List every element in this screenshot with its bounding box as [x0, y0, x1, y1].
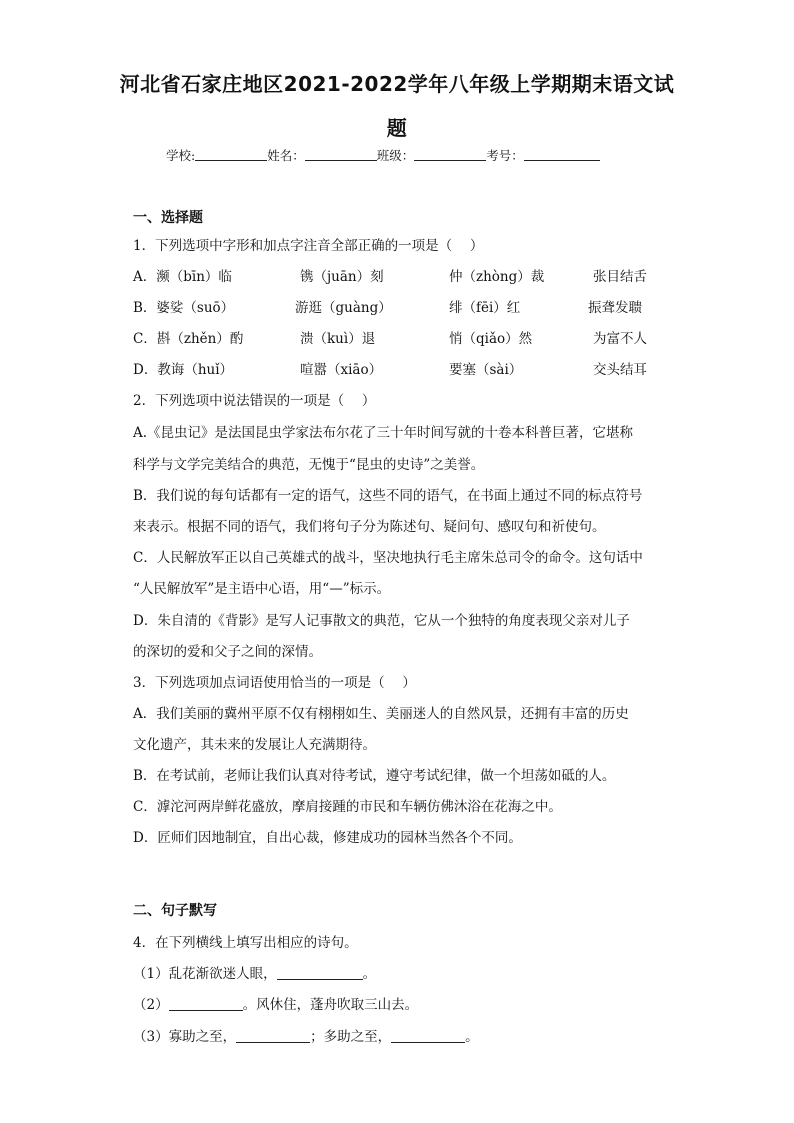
q4-item-3-blank-2[interactable]	[391, 1030, 465, 1043]
q1-option-c-word1: C．斟（zhěn）酌	[133, 331, 244, 347]
q4-item-3-text-c: 。	[465, 1029, 479, 1045]
q1-option-d-word4: 交头结耳	[593, 362, 647, 378]
q2-text-line: D．朱自清的《背影》是写人记事散文的典范，它从一个独特的角度表现父亲对儿子	[133, 613, 630, 629]
q1-option-d-word1: D．教诲（huǐ）	[133, 362, 234, 378]
q1-option-a-word2: 镌（juān）刻	[300, 269, 384, 285]
q3-text-line: A．我们美丽的冀州平原不仅有栩栩如生、美丽迷人的自然风景，还拥有丰富的历史	[133, 706, 629, 722]
q1-option-a-word1: A．濒（bīn）临	[133, 269, 232, 285]
q4-item-2-blank[interactable]	[169, 998, 243, 1011]
q2-text-line: 科学与文学完美结合的典范，无愧于“昆虫的史诗”之美誉。	[133, 457, 485, 473]
q4-item-1-text-a: （1）乱花渐欲迷人眼，	[133, 966, 277, 982]
q3-text-line: D．匠师们因地制宜，自出心裁，修建成功的园林当然各个不同。	[133, 830, 522, 846]
q3-text-line: 文化遗产，其未来的发展让人充满期待。	[133, 737, 376, 753]
q4-stem: 4．在下列横线上填写出相应的诗句。	[133, 935, 358, 951]
q2-text-line: 的深切的爱和父子之间的深情。	[133, 644, 322, 660]
q1-option-b-word3: 绯（fēi）红	[449, 300, 521, 316]
exam-title-line1: 河北省石家庄地区2021-2022学年八年级上学期期末语文试	[119, 72, 675, 96]
q1-stem: 1．下列选项中字形和加点字注音全部正确的一项是（ ）	[133, 238, 484, 254]
q1-option-c-word2: 溃（kuì）退	[300, 331, 376, 347]
q2-stem: 2．下列选项中说法错误的一项是（ ）	[133, 393, 376, 409]
exam-title-line2: 题	[386, 116, 408, 140]
q1-option-b-word4: 振聋发聩	[588, 300, 642, 316]
q1-option-a-word4: 张目结舌	[593, 269, 647, 285]
q2-text-line: B．我们说的每句话都有一定的语气，这些不同的语气，在书面上通过不同的标点符号	[133, 488, 643, 504]
q1-option-c-word4: 为富不人	[593, 331, 647, 347]
q4-item-2-text-b: 。风休住，蓬舟吹取三山去。	[242, 997, 419, 1013]
q1-option-b-word2: 游逛（guàng）	[295, 300, 392, 316]
q2-text-line: 来表示。根据不同的语气，我们将句子分为陈述句、疑问句、感叹句和祈使句。	[133, 519, 606, 535]
q4-item-1-text-b: 。	[362, 966, 377, 982]
q4-item-3-text-b: ；多助之至，	[310, 1029, 392, 1045]
section-heading-dictation: 二、句子默写	[133, 903, 217, 919]
school-blank[interactable]	[195, 148, 267, 161]
q1-option-a-word3: 仲（zhòng）裁	[449, 269, 545, 285]
name-label: 姓名：	[267, 148, 305, 163]
q1-option-b-word1: B．婆娑（suō）	[133, 300, 235, 316]
q1-option-d-word3: 要塞（sài）	[449, 362, 523, 378]
q4-item-2	[133, 993, 418, 1013]
name-blank[interactable]	[305, 148, 377, 161]
student-info-row	[166, 146, 600, 164]
q2-text-line: “人民解放军”是主语中心语，用“—”标示。	[133, 581, 391, 597]
section-heading-choice: 一、选择题	[133, 210, 203, 226]
school-label: 学校:	[166, 148, 196, 163]
q4-item-1-blank[interactable]	[277, 967, 363, 980]
q3-text-line: C．滹沱河两岸鲜花盛放，摩肩接踵的市民和车辆仿佛沐浴在花海之中。	[133, 799, 562, 815]
q4-item-2-text-a: （2）	[133, 997, 169, 1013]
q4-item-1	[133, 962, 376, 982]
q4-item-3-text-a: （3）寡助之至，	[133, 1029, 237, 1045]
number-blank[interactable]	[524, 148, 600, 161]
q2-text-line: C．人民解放军正以自己英雄式的战斗，坚决地执行毛主席朱总司令的命令。这句话中	[133, 550, 643, 566]
class-blank[interactable]	[414, 148, 486, 161]
q2-text-line: A.《昆虫记》是法国昆虫学家法布尔花了三十年时间写就的十卷本科普巨著，它堪称	[133, 425, 634, 441]
q3-stem: 3．下列选项加点词语使用恰当的一项是（ ）	[133, 675, 416, 691]
class-label: 班级：	[376, 148, 415, 163]
q3-text-line: B．在考试前，老师让我们认真对待考试，遵守考试纪律，做一个坦荡如砥的人。	[133, 768, 616, 784]
q4-item-3	[133, 1025, 479, 1045]
q1-option-d-word2: 喧嚣（xiāo）	[300, 362, 383, 378]
q4-item-3-blank-1[interactable]	[236, 1030, 310, 1043]
number-label: 考号：	[486, 148, 524, 163]
q1-option-c-word3: 悄（qiǎo）然	[449, 331, 533, 347]
